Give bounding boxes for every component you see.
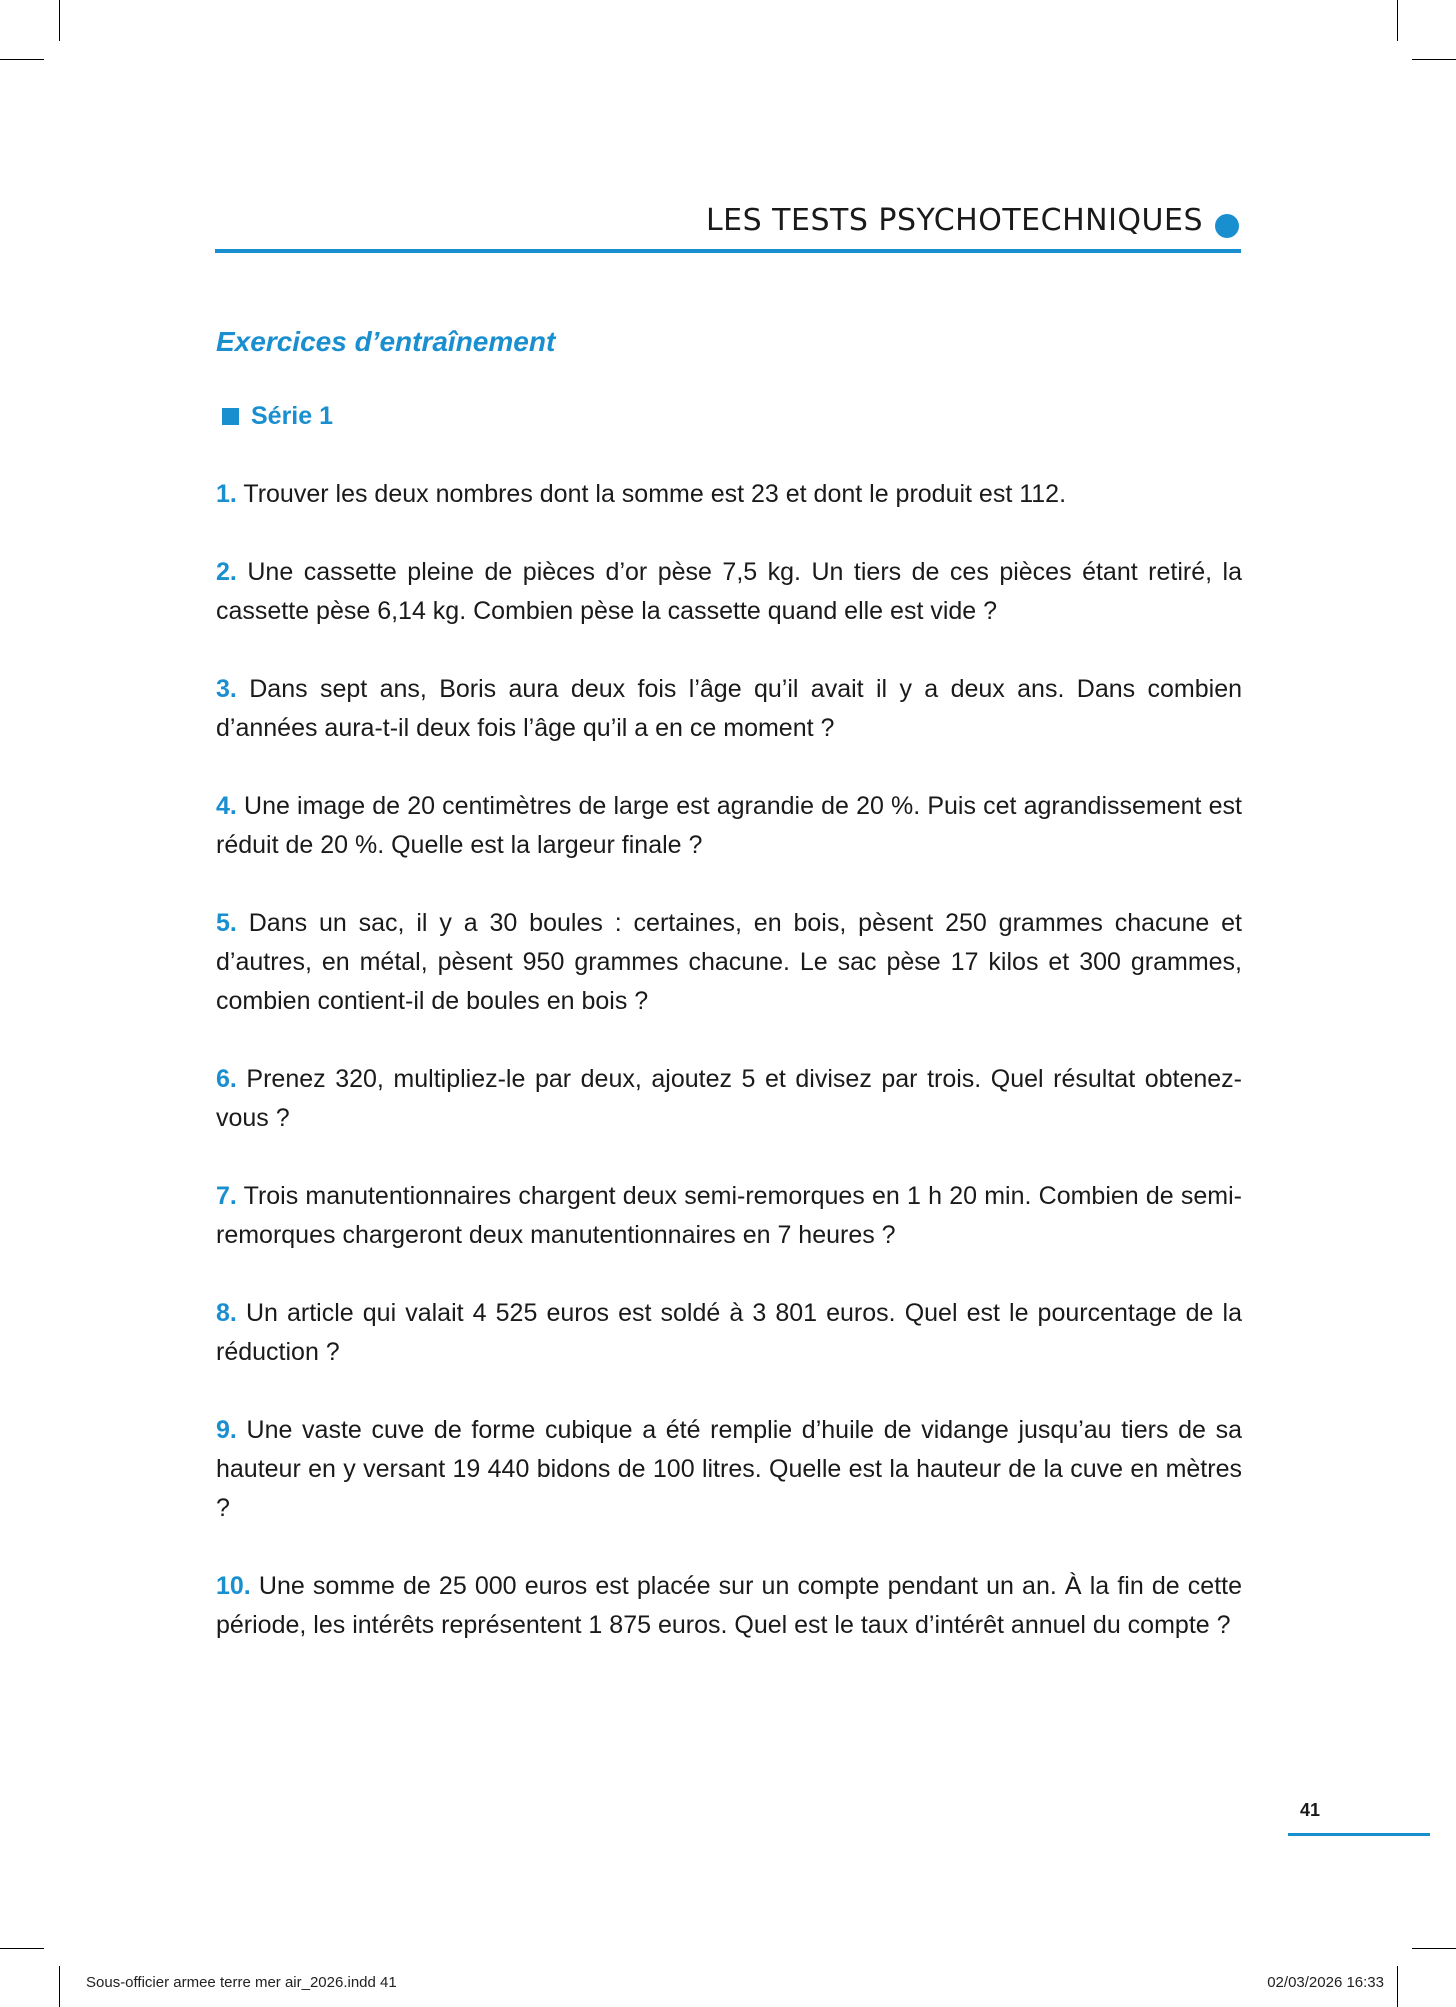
question-item	[216, 1411, 1242, 1528]
running-header-title: LES TESTS PSYCHOTECHNIQUES	[705, 203, 1203, 238]
crop-mark-top-left-h	[0, 59, 44, 60]
question-text: Trouver les deux nombres dont la somme est 23 et dont le produit est 112.	[243, 480, 1067, 508]
question-number: 7.	[216, 1182, 237, 1210]
question-item	[216, 1294, 1242, 1372]
question-item	[216, 1177, 1242, 1255]
question-item	[216, 553, 1242, 631]
crop-mark-top-right	[1397, 0, 1398, 41]
question-number: 8.	[216, 1299, 237, 1327]
question-item	[216, 1567, 1242, 1645]
crop-mark-top-right-h	[1412, 59, 1456, 60]
page-number: 41	[1300, 1800, 1321, 1820]
question-text: Une cassette pleine de pièces d’or pèse 7,5 kg. Un tiers de ces pièces étant retiré, la cassette pèse 6,14 kg. Combien pèse la cassette quand elle est vide ?	[216, 558, 1243, 625]
question-list	[216, 475, 1242, 1684]
question-number: 10.	[216, 1572, 251, 1600]
crop-mark-bottom-right-h	[1412, 1948, 1456, 1949]
question-item	[216, 1060, 1242, 1138]
crop-mark-bottom-right	[1397, 1966, 1398, 2007]
crop-mark-top-left	[59, 0, 60, 41]
crop-mark-bottom-left-h	[0, 1948, 44, 1949]
question-number: 1.	[216, 480, 237, 508]
question-item	[216, 475, 1242, 514]
print-slug-timestamp: 02/03/2026 16:33	[1267, 1974, 1384, 1991]
question-text: Une image de 20 centimètres de large est agrandie de 20 %. Puis cet agrandissement est réduit de 20 %. Quelle est la largeur finale ?	[216, 792, 1242, 859]
series-heading	[222, 401, 333, 431]
header-dot-icon	[1215, 214, 1239, 238]
question-text: Une vaste cuve de forme cubique a été remplie d’huile de vidange jusqu’au tiers de sa hauteur en y versant 19 440 bidons de 100 litres. Quelle est la hauteur de la cuve en mètres ?	[216, 1416, 1243, 1522]
crop-mark-bottom-left	[59, 1966, 60, 2007]
question-number: 9.	[216, 1416, 237, 1444]
print-slug-filename: Sous-officier armee terre mer air_2026.indd 41	[86, 1974, 397, 1991]
question-text: Dans sept ans, Boris aura deux fois l’âge qu’il avait il y a deux ans. Dans combien d’années aura-t-il deux fois l’âge qu’il a en ce moment ?	[216, 675, 1242, 742]
question-number: 3.	[216, 675, 237, 703]
question-number: 4.	[216, 792, 237, 820]
header-rule	[215, 249, 1241, 253]
question-number: 6.	[216, 1065, 237, 1093]
question-text: Une somme de 25 000 euros est placée sur un compte pendant un an. À la fin de cette période, les intérêts représentent 1 875 euros. Quel est le taux d’intérêt annuel du compte ?	[216, 1572, 1242, 1639]
question-text: Trois manutentionnaires chargent deux semi-remorques en 1 h 20 min. Combien de semi-remorques chargeront deux manutentionnaires en 7 heures ?	[216, 1182, 1242, 1249]
question-text: Dans un sac, il y a 30 boules : certaines, en bois, pèsent 250 grammes chacune et d’autres, en métal, pèsent 950 grammes chacune. Le sac pèse 17 kilos et 300 grammes, combien contient-il de boules en bois ?	[216, 909, 1242, 1015]
question-number: 2.	[216, 558, 237, 586]
page-number-rule	[1288, 1833, 1430, 1836]
question-item	[216, 670, 1242, 748]
section-title: Exercices d’entraînement	[216, 326, 556, 357]
question-text: Un article qui valait 4 525 euros est soldé à 3 801 euros. Quel est le pourcentage de la réduction ?	[216, 1299, 1242, 1366]
square-bullet-icon	[222, 408, 239, 425]
question-item	[216, 904, 1242, 1021]
question-text: Prenez 320, multipliez-le par deux, ajoutez 5 et divisez par trois. Quel résultat obtenez-vous ?	[216, 1065, 1242, 1132]
series-label: Série 1	[251, 401, 334, 430]
running-header	[215, 203, 1241, 253]
question-item	[216, 787, 1242, 865]
question-number: 5.	[216, 909, 237, 937]
